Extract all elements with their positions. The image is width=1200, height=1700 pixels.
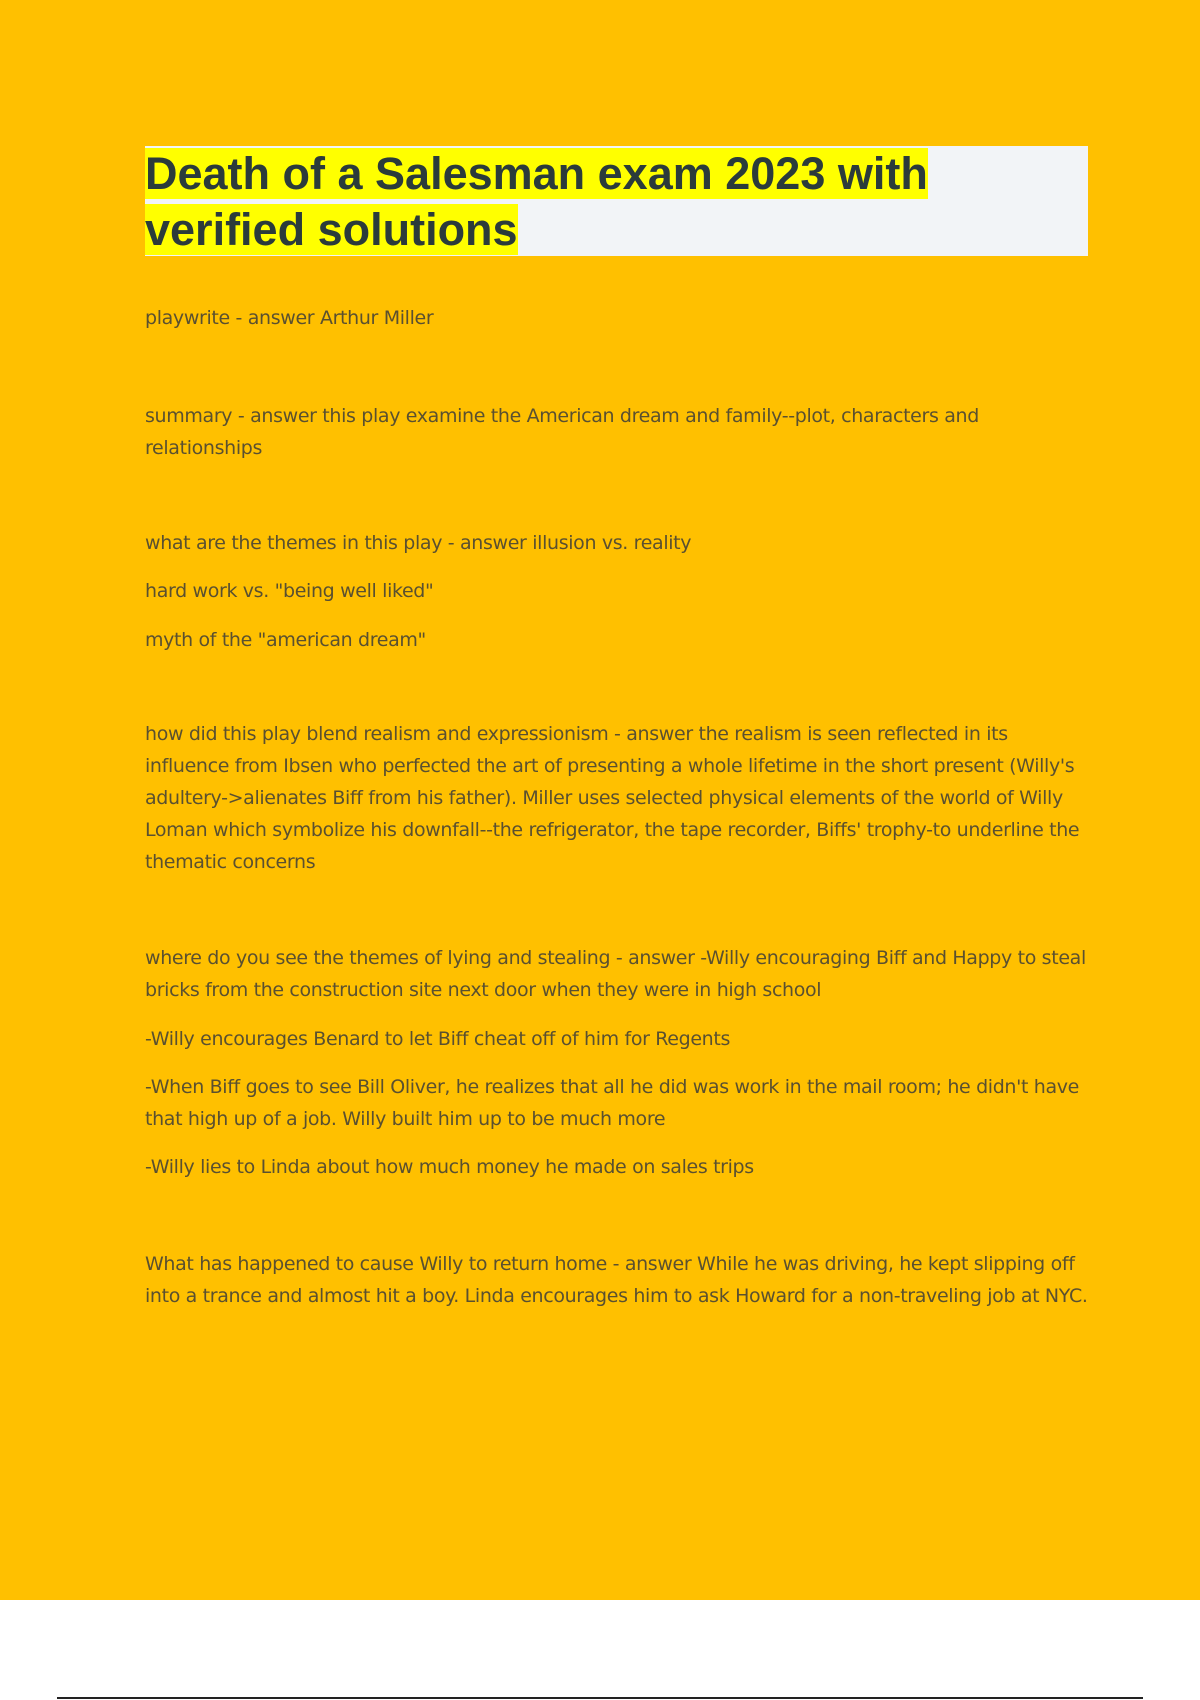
theme-american-dream: myth of the "american dream" bbox=[145, 629, 426, 651]
lying-item-sales-trips: -Willy lies to Linda about how much money he made on sales trips bbox=[145, 1156, 754, 1178]
qa-return-home: What has happened to cause Willy to return home - answer While he was driving, he kept slipping off into a trance and almost hit a boy. Linda encourages him to ask Howard for a non-traveling job at NYC. bbox=[145, 1253, 1088, 1307]
qa-playwrite: playwrite - answer Arthur Miller bbox=[145, 307, 434, 329]
qa-realism-expressionism: how did this play blend realism and expressionism - answer the realism is seen reflected in its influence from Ibsen who perfected the art of presenting a whole lifetime in the short present (Willy's adultery->alienates Biff from his father). Miller uses selected physical elements of the world of Willy Loman which symbolize his downfall--the refrigerator, the tape recorder, Biffs' trophy-to underline the thematic concerns bbox=[145, 723, 1080, 873]
qa-themes: what are the themes in this play - answer illusion vs. reality bbox=[145, 532, 692, 554]
lying-item-bill-oliver: -When Biff goes to see Bill Oliver, he realizes that all he did was work in the mail room; he didn't have that high up of a job. Willy built him up to be much more bbox=[145, 1076, 1079, 1130]
title-line-1: Death of a Salesman exam 2023 with bbox=[145, 148, 928, 199]
theme-hard-work: hard work vs. "being well liked" bbox=[145, 580, 434, 602]
footer-divider bbox=[57, 1697, 1143, 1699]
title-line-2: verified solutions bbox=[145, 204, 518, 255]
lying-item-regents: -Willy encourages Benard to let Biff cheat off of him for Regents bbox=[145, 1028, 731, 1050]
qa-summary: summary - answer this play examine the American dream and family--plot, characters and relationships bbox=[145, 405, 979, 459]
qa-lying-stealing: where do you see the themes of lying and stealing - answer -Willy encouraging Biff and Happy to steal bricks from the construction site next door when they were in high school bbox=[145, 947, 1086, 1001]
document-title bbox=[145, 146, 1045, 258]
